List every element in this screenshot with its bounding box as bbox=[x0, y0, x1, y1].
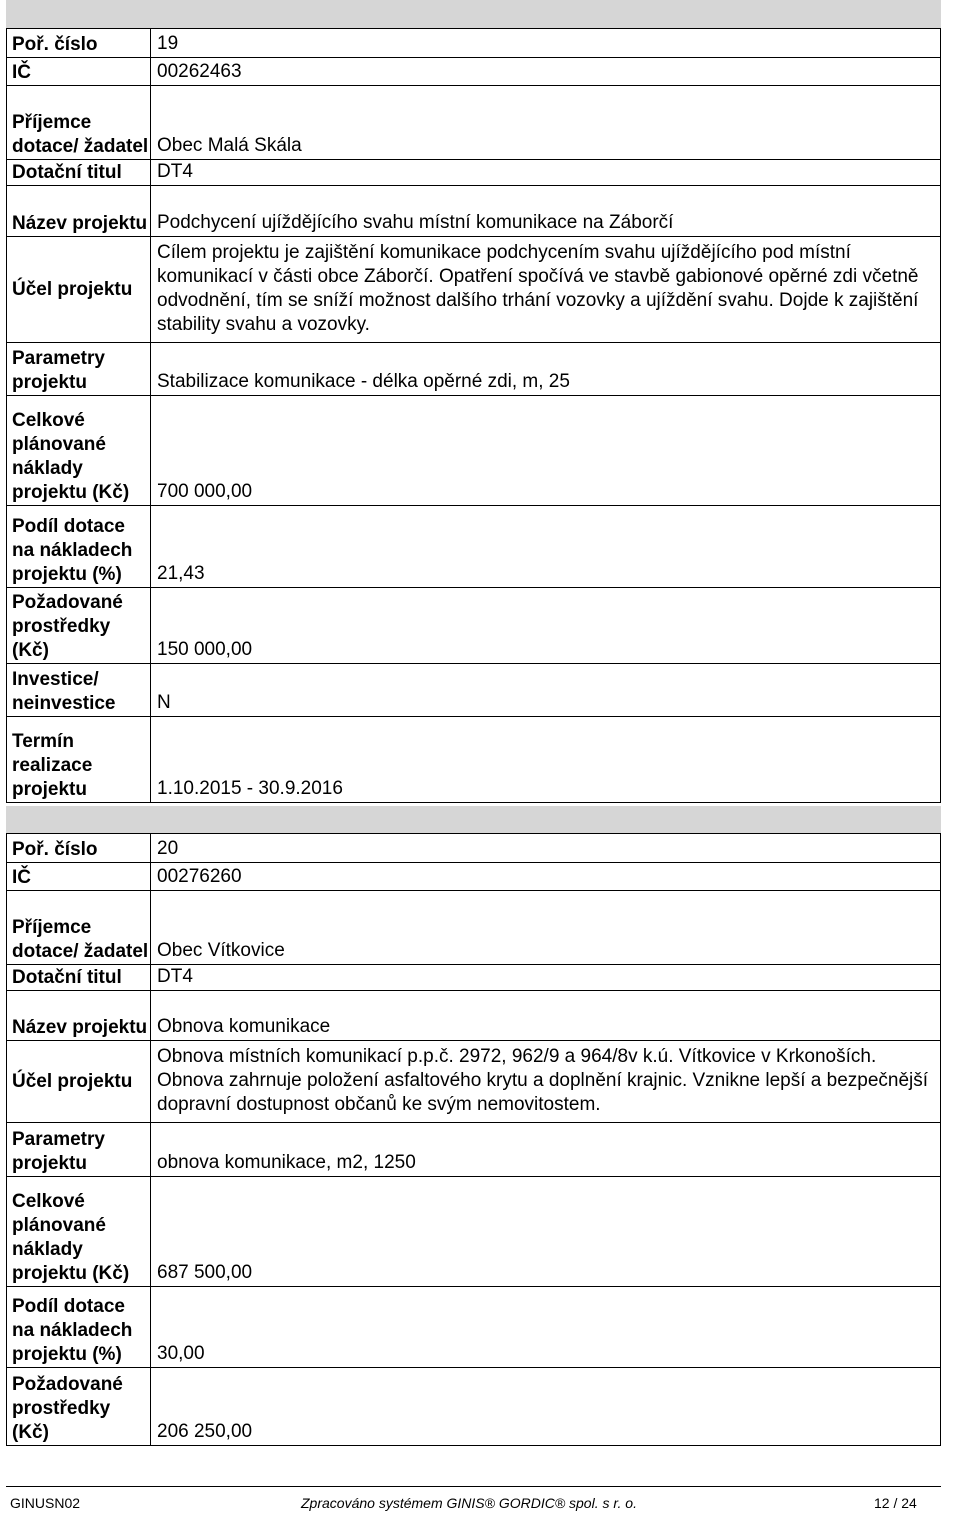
row-prijemce bbox=[7, 86, 941, 160]
top-separator-bar bbox=[6, 0, 941, 28]
row-termin bbox=[7, 717, 941, 803]
row-podil bbox=[7, 506, 941, 588]
row-nazev bbox=[7, 186, 941, 237]
value-parametry: obnova komunikace, m2, 1250 bbox=[151, 1123, 941, 1177]
value-pozadovane: 206 250,00 bbox=[151, 1368, 941, 1446]
value-nazev: Obnova komunikace bbox=[151, 991, 941, 1041]
row-celkove bbox=[7, 396, 941, 506]
footer-system-note: Zpracováno systémem GINIS® GORDIC® spol. s r. o. bbox=[301, 1495, 637, 1511]
record-19-table bbox=[6, 28, 941, 803]
value-termin: 1.10.2015 - 30.9.2016 bbox=[151, 717, 941, 803]
record-20-table bbox=[6, 833, 941, 1446]
row-ic bbox=[7, 863, 941, 891]
label-termin: Termín realizace projektu bbox=[7, 717, 151, 803]
footer-code: GINUSN02 bbox=[10, 1495, 81, 1511]
row-pozadovane bbox=[7, 588, 941, 664]
row-pozadovane bbox=[7, 1368, 941, 1446]
value-pozadovane: 150 000,00 bbox=[151, 588, 941, 664]
record-separator-bar bbox=[6, 806, 941, 834]
row-celkove bbox=[7, 1177, 941, 1287]
label-prijemce: Příjemce dotace/ žadatel bbox=[7, 86, 151, 160]
row-dotacni-titul bbox=[7, 160, 941, 186]
page-footer bbox=[6, 1486, 941, 1511]
value-prijemce: Obec Vítkovice bbox=[151, 891, 941, 965]
label-celkove: Celkové plánované náklady projektu (Kč) bbox=[7, 396, 151, 506]
row-investice bbox=[7, 664, 941, 717]
row-por-cislo bbox=[7, 29, 941, 58]
row-ucel bbox=[7, 237, 941, 343]
row-parametry bbox=[7, 1123, 941, 1177]
row-ic bbox=[7, 58, 941, 86]
label-celkove: Celkové plánované náklady projektu (Kč) bbox=[7, 1177, 151, 1287]
label-nazev: Název projektu bbox=[7, 991, 151, 1041]
label-podil: Podíl dotace na nákladech projektu (%) bbox=[7, 506, 151, 588]
value-celkove: 700 000,00 bbox=[151, 396, 941, 506]
value-dotacni-titul: DT4 bbox=[151, 160, 941, 186]
value-ic: 00262463 bbox=[151, 58, 941, 86]
label-dotacni-titul: Dotační titul bbox=[7, 160, 151, 186]
label-nazev: Název projektu bbox=[7, 186, 151, 237]
value-por-cislo: 19 bbox=[151, 29, 941, 58]
value-ic: 00276260 bbox=[151, 863, 941, 891]
label-pozadovane: Požadované prostředky (Kč) bbox=[7, 588, 151, 664]
row-podil bbox=[7, 1287, 941, 1368]
label-ic: IČ bbox=[7, 58, 151, 86]
row-ucel bbox=[7, 1041, 941, 1123]
value-parametry: Stabilizace komunikace - délka opěrné zdi, m, 25 bbox=[151, 343, 941, 396]
label-por-cislo: Poř. číslo bbox=[7, 834, 151, 863]
value-podil: 30,00 bbox=[151, 1287, 941, 1368]
label-podil: Podíl dotace na nákladech projektu (%) bbox=[7, 1287, 151, 1368]
value-investice: N bbox=[151, 664, 941, 717]
value-ucel: Cílem projektu je zajištění komunikace podchycením svahu ujíždějícího pod místní komunikací v části obce Záborčí. Opatření spočívá ve stavbě gabionové opěrné zdi včetně odvodnění, tím se sníží možnost dalšího trhání vozovky a ujíždění svahu. Dojde k zajištění stability svahu a vozovky. bbox=[151, 237, 941, 343]
value-ucel: Obnova místních komunikací p.p.č. 2972, 962/9 a 964/8v k.ú. Vítkovice v Krkonoších. Obnova zahrnuje položení asfaltového krytu a doplnění krajnic. Vznikne lepší a bezpečnější dopravní dostupnost občanů ke svým nemovitostem. bbox=[151, 1041, 941, 1123]
footer-page-number: 12 / 24 bbox=[874, 1495, 917, 1511]
label-pozadovane: Požadované prostředky (Kč) bbox=[7, 1368, 151, 1446]
value-por-cislo: 20 bbox=[151, 834, 941, 863]
label-por-cislo: Poř. číslo bbox=[7, 29, 151, 58]
value-prijemce: Obec Malá Skála bbox=[151, 86, 941, 160]
value-nazev: Podchycení ujíždějícího svahu místní komunikace na Záborčí bbox=[151, 186, 941, 237]
label-prijemce: Příjemce dotace/ žadatel bbox=[7, 891, 151, 965]
label-parametry: Parametry projektu bbox=[7, 343, 151, 396]
label-dotacni-titul: Dotační titul bbox=[7, 965, 151, 991]
row-dotacni-titul bbox=[7, 965, 941, 991]
row-parametry bbox=[7, 343, 941, 396]
label-ic: IČ bbox=[7, 863, 151, 891]
label-investice: Investice/ neinvestice bbox=[7, 664, 151, 717]
row-nazev bbox=[7, 991, 941, 1041]
value-podil: 21,43 bbox=[151, 506, 941, 588]
label-ucel: Účel projektu bbox=[7, 1041, 151, 1123]
value-dotacni-titul: DT4 bbox=[151, 965, 941, 991]
row-prijemce bbox=[7, 891, 941, 965]
row-por-cislo bbox=[7, 834, 941, 863]
value-celkove: 687 500,00 bbox=[151, 1177, 941, 1287]
label-ucel: Účel projektu bbox=[7, 237, 151, 343]
label-parametry: Parametry projektu bbox=[7, 1123, 151, 1177]
